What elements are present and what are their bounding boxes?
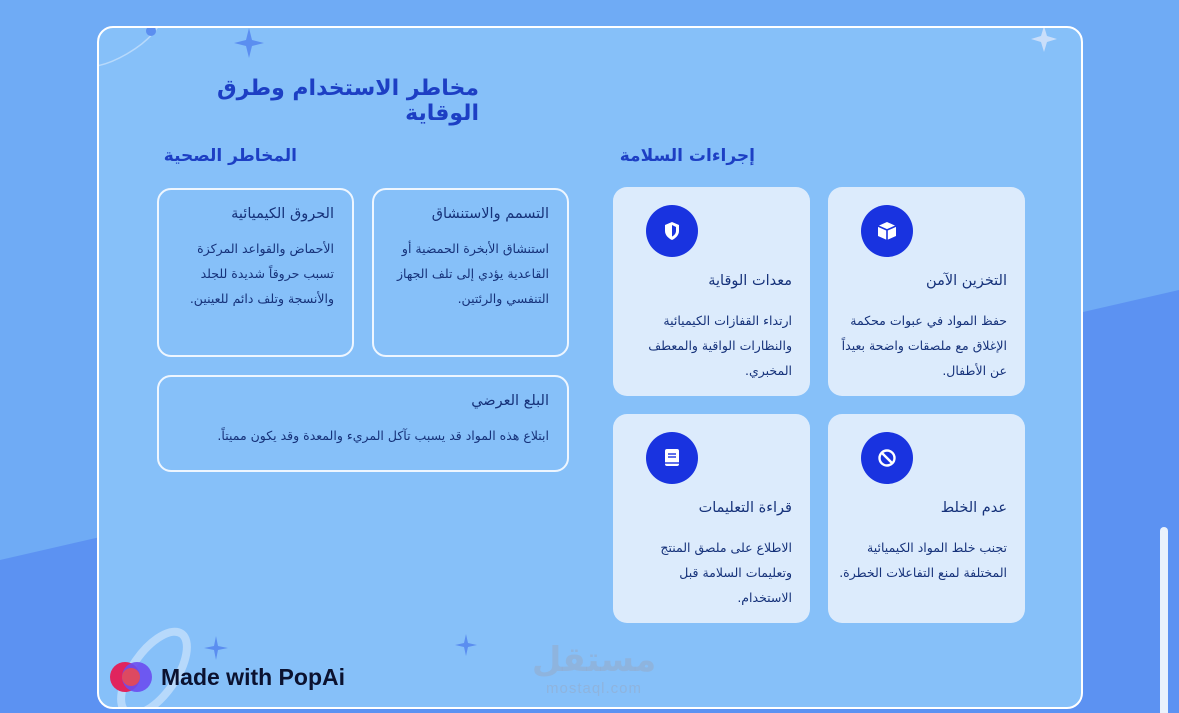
risk-card-body: استنشاق الأبخرة الحمضية أو القاعدية يؤدي إلى تلف الجهاز التنفسي والرئتين.	[396, 241, 549, 306]
made-with-popai-badge[interactable]	[109, 660, 345, 694]
risk-card-title: التسمم والاستنشاق	[431, 206, 549, 222]
safety-card-title: قراءة التعليمات	[698, 500, 792, 516]
popai-logo-icon	[109, 660, 155, 694]
safety-card-title: عدم الخلط	[940, 500, 1007, 516]
risk-card-burns	[157, 188, 354, 357]
watermark-url: mostaql.com	[545, 680, 643, 697]
page-scrollbar[interactable]	[1160, 527, 1168, 713]
safety-card-body: حفظ المواد في عبوات محكمة الإغلاق مع ملصقات واضحة بعيداً عن الأطفال.	[841, 313, 1007, 378]
safety-card-instructions	[613, 414, 810, 623]
box-icon	[861, 205, 913, 257]
risk-card-ingestion	[157, 375, 569, 472]
made-with-label: Made with PopAi	[161, 663, 345, 690]
risks-heading: المخاطر الصحية	[163, 146, 297, 166]
safety-card-no-mixing	[828, 414, 1025, 623]
risk-card-body: ابتلاع هذه المواد قد يسبب تآكل المريء والمعدة وقد يكون مميتاً.	[217, 428, 549, 443]
risk-card-body: الأحماض والقواعد المركزة تسبب حروقاً شديدة للجلد والأنسجة وتلف دائم للعينين.	[189, 241, 334, 306]
risk-card-poisoning	[372, 188, 569, 357]
safety-card-body: تجنب خلط المواد الكيميائية المختلفة لمنع التفاعلات الخطرة.	[839, 540, 1007, 580]
slide	[97, 26, 1083, 709]
safety-card-storage	[828, 187, 1025, 396]
safety-card-title: معدات الوقاية	[708, 273, 792, 289]
risk-card-title: الحروق الكيميائية	[231, 206, 334, 222]
safety-card-title: التخزين الآمن	[926, 273, 1007, 289]
book-icon	[646, 432, 698, 484]
ban-icon	[861, 432, 913, 484]
watermark-arabic: مستقل	[531, 640, 657, 680]
shield-icon	[646, 205, 698, 257]
safety-card-body: ارتداء القفازات الكيميائية والنظارات الواقية والمعطف المخبري.	[648, 313, 792, 378]
safety-card-body: الاطلاع على ملصق المنتج وتعليمات السلامة قبل الاستخدام.	[660, 540, 792, 605]
mostaql-watermark	[519, 640, 669, 697]
risk-card-title: البلع العرضي	[471, 393, 549, 409]
safety-heading: إجراءات السلامة	[619, 146, 755, 166]
slide-title: مخاطر الاستخدام وطرق الوقاية	[217, 76, 479, 126]
safety-card-protection	[613, 187, 810, 396]
